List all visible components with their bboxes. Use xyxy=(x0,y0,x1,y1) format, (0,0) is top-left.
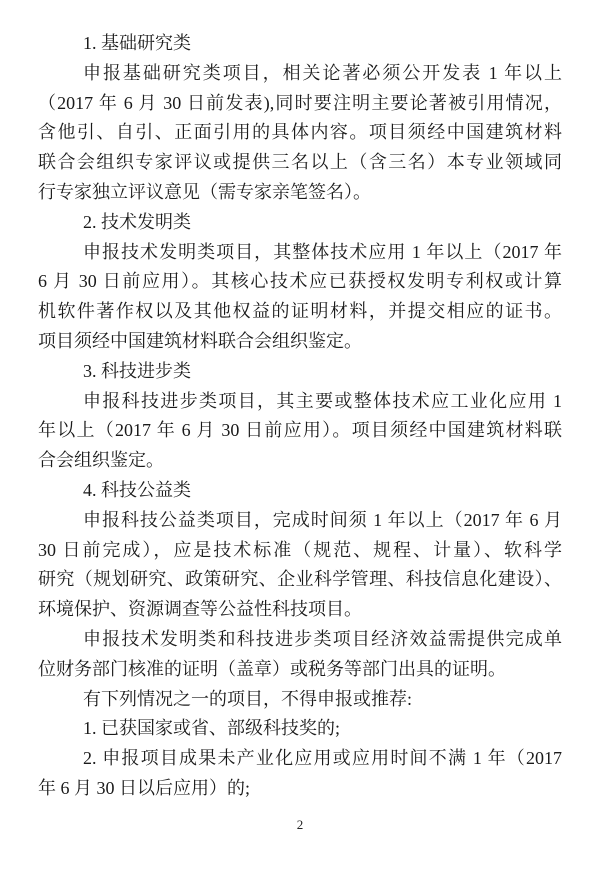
text-line: （2017 年 6 月 30 日前发表),同时要注明主要论著被引用情况， xyxy=(38,92,562,113)
text-line: 年 6 月 30 日以后应用）的; xyxy=(38,777,251,798)
text-line: 申报基础研究类项目，相关论著必须公开发表 1 年以上 xyxy=(83,62,562,83)
text-line: 行专家独立评议意见（需专家亲笔签名）。 xyxy=(38,181,371,202)
text-line: 1. 基础研究类 xyxy=(83,33,191,53)
page-footer xyxy=(0,816,600,834)
text-line: 联合会组织专家评议或提供三名以上（含三名）本专业领域同 xyxy=(38,152,562,173)
text-line: 2. 申报项目成果未产业化应用或应用时间不满 1 年（2017 xyxy=(83,748,562,769)
text-line: 申报技术发明类项目，其整体技术应用 1 年以上（2017 年 xyxy=(83,241,562,262)
text-line: 研究（规划研究、政策研究、企业科学管理、科技信息化建设）、 xyxy=(38,569,562,590)
text-line: 年以上（2017 年 6 月 30 日前应用）。项目须经中国建筑材料联 xyxy=(38,420,562,441)
text-line: 有下列情况之一的项目，不得申报或推荐: xyxy=(83,688,412,709)
text-line: 申报技术发明类和科技进步类项目经济效益需提供完成单 xyxy=(83,628,562,649)
document-body xyxy=(38,29,562,804)
text-line: 含他引、自引、正面引用的具体内容。项目须经中国建筑材料 xyxy=(38,122,562,143)
text-line: 6 月 30 日前应用）。其核心技术应已获授权发明专利权或计算 xyxy=(38,271,562,292)
text-line: 1. 已获国家或省、部级科技奖的; xyxy=(83,718,340,739)
text-line: 30 日前完成），应是技术标准（规范、规程、计量）、软科学 xyxy=(38,539,562,560)
text-line: 申报科技进步类项目，其主要或整体技术应工业化应用 1 xyxy=(83,390,562,411)
text-line: 3. 科技进步类 xyxy=(83,360,191,381)
text-line: 环境保护、资源调查等公益性科技项目。 xyxy=(38,599,362,620)
text-line: 位财务部门核准的证明（盖章）或税务等部门出具的证明。 xyxy=(38,658,506,679)
text-line: 2. 技术发明类 xyxy=(83,211,191,232)
text-line: 4. 科技公益类 xyxy=(83,479,191,500)
text-line: 合会组织鉴定。 xyxy=(38,450,164,471)
text-line: 项目须经中国建筑材料联合会组织鉴定。 xyxy=(38,330,362,351)
text-line: 机软件著作权以及其他权益的证明材料，并提交相应的证书。 xyxy=(38,301,562,322)
page-number: 2 xyxy=(296,817,304,832)
text-line: 申报科技公益类项目，完成时间须 1 年以上（2017 年 6 月 xyxy=(83,509,562,530)
